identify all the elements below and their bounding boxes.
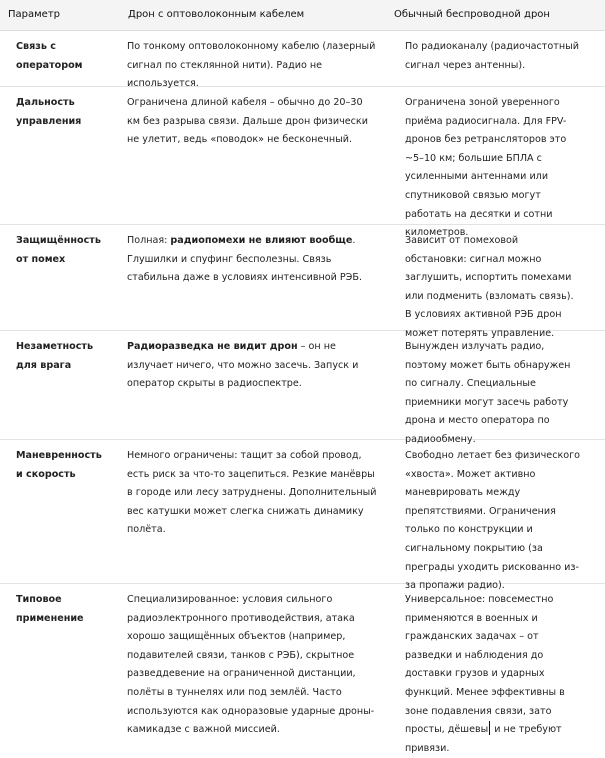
table-row: [0, 331, 605, 445]
row-radio-value: Ограничена зоной уверенного приёма радиосигнала. Для FPV-дронов без ретрансляторов это ~5–10 км; большие БПЛА с усиленными антеннами или спутниковой связью могут работать на десятки и сотни километров.: [405, 97, 567, 239]
table-row: [0, 31, 605, 90]
row-radio-value: Вынужден излучать радио, поэтому может быть обнаружен по сигналу. Специальные приемники могут засечь работу дрона и место оператора по радиообмену.: [405, 341, 571, 445]
row-radio-value: Свободно летает без физического «хвоста». Может активно маневрировать между препятствиями. Ограничения только по конструкции и сигнальному покрытию (за преграды уходить рискованно из-за пропажи радио).: [405, 450, 581, 592]
row-param: Защищённость от помех: [16, 235, 101, 265]
row-param: Типовое применение: [16, 594, 84, 624]
row-fiber-value: Радиоразведка не видит дрон – он не излучает ничего, что можно засечь. Запуск и оператор скрыты в радиоспектре.: [127, 341, 359, 390]
row-param: Маневренность и скорость: [16, 450, 102, 480]
table-row: [0, 87, 605, 239]
row-fiber-value: Ограничена длиной кабеля – обычно до 20–30 км без разрыва связи. Дальше дрон физически не улетит, ведь «поводок» не бесконечный.: [127, 97, 368, 146]
header-param: Параметр: [8, 9, 60, 20]
row-radio-value: Зависит от помеховой обстановки: сигнал можно заглушить, испортить помехами или подменить (взломать связь). В условиях активной РЭБ дрон может потерять управление.: [405, 235, 574, 339]
table-row: [0, 440, 605, 592]
header-fiber-drone: Дрон с оптоволоконным кабелем: [128, 9, 305, 20]
row-fiber-value: Специализированное: условия сильного радиоэлектронного противодействия, атака хорошо защищённых объектов (например, подавителей связи, танков с РЭБ), скрытное разведдевение на ограниченной дистанции, полёты в туннелях или под землёй. Часто используются как одноразовые ударные дроны-камикадзе с важной миссией.: [127, 594, 375, 736]
table-header-row: [0, 0, 605, 31]
row-fiber-value: Полная: радиопомехи не влияют вообще. Глушилки и спуфинг бесполезны. Связь стабильна даже в условиях интенсивной РЭБ.: [127, 235, 363, 284]
table-row: [0, 584, 605, 754]
row-param: Дальность управления: [16, 97, 82, 127]
row-fiber-value: Немного ограничены: тащит за собой провод, есть риск за что-то зацепиться. Резкие манёвры в городе или лесу затруднены. Дополнительный вес катушки может слегка снижать динамику полёта.: [127, 450, 377, 536]
row-radio-value: По радиоканалу (радиочастотный сигнал через антенны).: [405, 41, 579, 71]
row-param: Незаметность для врага: [16, 341, 94, 371]
row-param: Связь с оператором: [16, 41, 83, 71]
header-radio-drone: Обычный беспроводной дрон: [394, 9, 550, 20]
table-row: [0, 225, 605, 339]
row-fiber-value: По тонкому оптоволоконному кабелю (лазерный сигнал по стеклянной нити). Радио не используется.: [127, 41, 376, 90]
row-radio-value: Универсальное: повсеместно применяются в военных и гражданских задачах – от разведки и наблюдения до доставки грузов и ударных функций. Менее эффективны в зоне подавления связи, зато просты, дёшевы и не требуют привязи.: [405, 594, 565, 754]
